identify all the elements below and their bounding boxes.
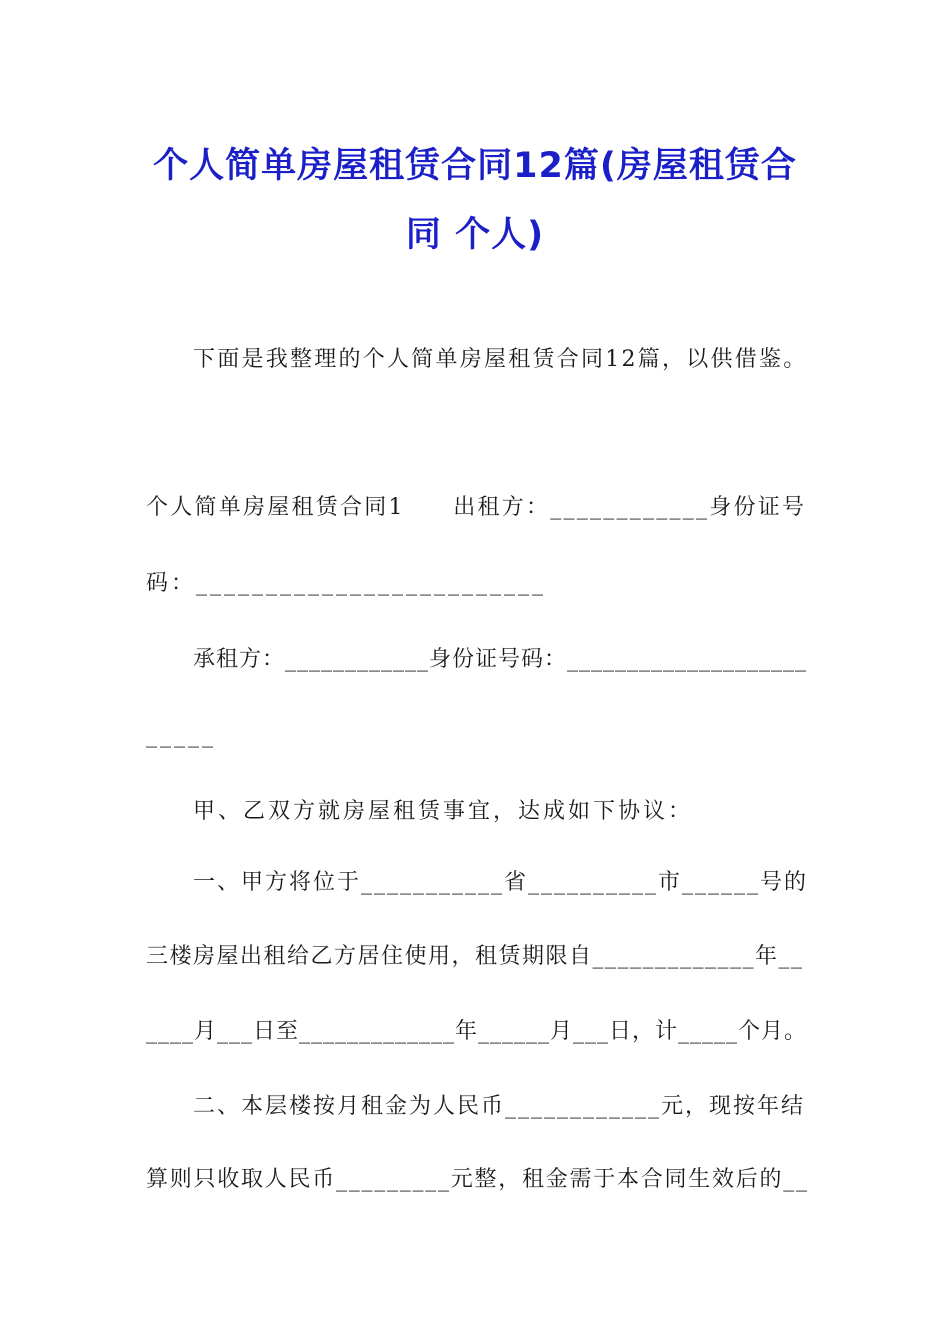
clause-2-line-2: 算则只收取人民币_________元整，租金需于本合同生效后的__	[146, 1167, 809, 1192]
lessee-line-continued: _____	[146, 723, 216, 748]
lessor-id-line: 码：_________________________	[146, 571, 547, 596]
contract-1-heading-line: 个人简单房屋租赁合同1 出租方：____________身份证号	[146, 495, 807, 520]
document-title-line-1: 个人简单房屋租赁合同12篇(房屋租赁合	[153, 146, 797, 186]
document-title-line-2: 同 个人)	[405, 215, 545, 255]
clause-1-line-2: 三楼房屋出租给乙方居住使用，租赁期限自_____________年__	[146, 944, 804, 969]
clause-1-line-1: 一、甲方将位于___________省__________市______号的	[193, 870, 809, 895]
clause-1-line-3: ____月___日至_____________年______月___日，计_____个月。	[146, 1019, 808, 1044]
intro-paragraph: 下面是我整理的个人简单房屋租赁合同12篇，以供借鉴。	[193, 347, 808, 372]
clause-2-line-1: 二、本层楼按月租金为人民币____________元，现按年结	[193, 1094, 806, 1119]
lessee-line: 承租方：____________身份证号码：____________________	[193, 647, 808, 672]
agreement-intro: 甲、乙双方就房屋租赁事宜，达成如下协议：	[193, 799, 694, 824]
